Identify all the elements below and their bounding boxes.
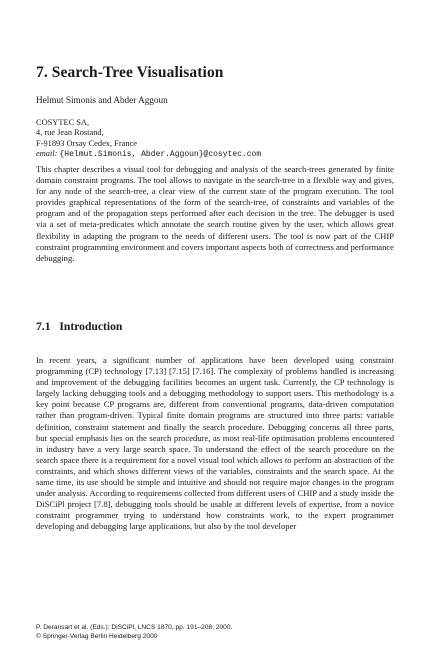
introduction-paragraph: In recent years, a significant number of applications have been developed using constraint programming (CP) technology [7.13] [7.15] [7.16]. The complexity of problems handled is increasing and improvement of the debugging facilities becomes an urgent task. Currently, the CP technology is largely lacking debugging tools and a debugging methodology to support users. This methodology is a key point because CP programs are, different from conventional programs, data-driven computation rather than program-driven. Typical finite domain programs are structured into three parts: variable definition, constraint statement and finally the search procedure. Debugging concerns all three parts, but special emphasis lies on the search procedure, as most real-life optimisation problems encountered in industry have a very large search space. To understand the effect of the search procedure on the search space there is a requirement for a novel visual tool which allows to perform an abstraction of the constraints, and which shows different views of the variables, constraints and the search space. At the same time, its use should be simple and intuitive and should not require major changes in the program under analysis. According to requirements collected from different users of CHIP and a study inside the DiSCiPl project [7.8], debugging tools should be usable at different levels of expertise, from a novice constraint programmer trying to understand how constraints work, to the expert programmer developing and debugging large applications, but also by the tool developer [36,355,394,532]
email-address: {Helmut.Simonis, Abder.Aggoun}@cosytec.com [59,150,262,160]
chapter-title: 7. Search-Tree Visualisation [36,64,224,81]
affiliation-org: COSYTEC SA, [36,118,90,127]
section-heading [36,320,122,333]
email-label: email: [36,149,58,159]
affiliation-street: 4, rue Jean Rostand, [36,128,104,138]
footer-citation: P. Deransart et al. (Eds.): DiSCiPl, LNCS 1870, pp. 191–208, 2000. [36,624,233,631]
footer-copyright: © Springer-Verlag Berlin Heidelberg 2000 [36,632,158,640]
page [36,0,394,660]
abstract-paragraph: This chapter describes a visual tool for debugging and analysis of the search-trees generated by finite domain constraint programs. The tool allows to navigate in the search-tree in a flexible way and gives, for any node of the search-tree, a clear view of the current state of the program execution. The tool provides graphical representations of the form of the search-tree, of constraints and variables of the program and of the propagation steps performed after each decision in the tree. The debugger is used via a set of meta-predicates which annotate the search routine given by the user, which allows great flexibility in adapting the program to the needs of different users. The tool is now part of the CHIP constraint programming environment and covers important aspects both of correctness and performance debugging. [36,164,394,263]
affiliation [36,118,261,161]
section-title: Introduction [59,320,123,333]
affiliation-email [36,149,261,160]
section-number: 7.1 [36,320,51,333]
page-footer [36,624,232,641]
affiliation-city: F-91893 Orsay Cedex, France [36,138,137,148]
chapter-authors: Helmut Simonis and Abder Aggoun [36,95,168,105]
